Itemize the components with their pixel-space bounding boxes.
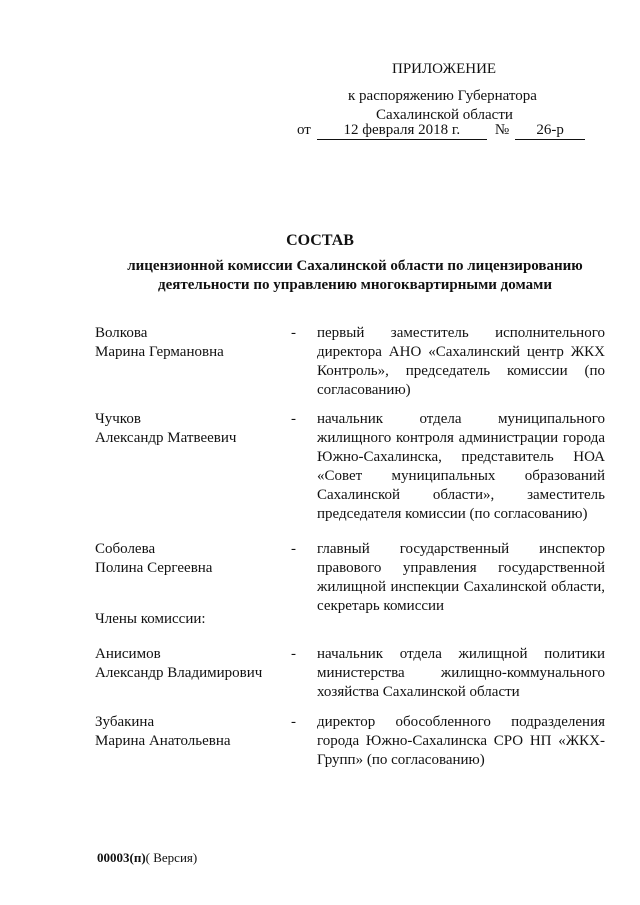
document-version: ( Версия)	[145, 850, 198, 865]
person-surname: Волкова	[95, 325, 148, 341]
person-role: начальник отдела муниципального жилищного контроля администрации города Южно-Сахалинска, представитель НОА «Совет муниципальных образований Сахалинской области», заместитель председателя комиссии (по согласованию)	[317, 411, 605, 522]
person-name	[95, 540, 285, 578]
separator-dash: -	[291, 541, 296, 557]
number-prefix: №	[494, 122, 510, 138]
person-name	[95, 713, 285, 751]
person-role: главный государственный инспектор правового управления государственной жилищной инспекции Сахалинской области, секретарь комиссии	[317, 541, 605, 614]
document-title: СОСТАВ	[286, 232, 354, 249]
person-surname: Чучков	[95, 411, 141, 427]
appendix-label: ПРИЛОЖЕНИЕ	[392, 61, 497, 77]
person-role: первый заместитель исполнительного директора АНО «Сахалинский центр ЖКХ Контроль», председатель комиссии (по согласованию)	[317, 325, 605, 398]
person-surname: Анисимов	[95, 646, 161, 662]
person-name	[95, 410, 285, 448]
order-number: 26-р	[515, 122, 585, 140]
order-date: 12 февраля 2018 г.	[317, 122, 487, 140]
region-line: Сахалинской области	[376, 107, 513, 123]
document-footer	[97, 850, 197, 866]
members-label: Члены комиссии:	[95, 611, 206, 627]
person-surname: Соболева	[95, 541, 156, 557]
document-code: 00003(п)	[97, 850, 146, 865]
person-name	[95, 324, 285, 362]
separator-dash: -	[291, 646, 296, 662]
person-surname: Зубакина	[95, 714, 155, 730]
separator-dash: -	[291, 411, 296, 427]
date-prefix: от	[297, 122, 311, 138]
person-name	[95, 645, 285, 683]
person-given-names: Полина Сергеевна	[95, 560, 213, 576]
person-given-names: Марина Германовна	[95, 344, 224, 360]
separator-dash: -	[291, 325, 296, 341]
person-role: директор обособленного подразделения города Южно-Сахалинска СРО НП «ЖКХ-Групп» (по согласованию)	[317, 714, 605, 768]
person-given-names: Александр Владимирович	[95, 665, 263, 681]
person-given-names: Марина Анатольевна	[95, 733, 231, 749]
separator-dash: -	[291, 714, 296, 730]
person-given-names: Александр Матвеевич	[95, 430, 237, 446]
order-reference: к распоряжению Губернатора	[348, 88, 537, 104]
date-number-line	[297, 122, 585, 140]
person-role: начальник отдела жилищной политики министерства жилищно-коммунального хозяйства Сахалинской области	[317, 646, 605, 700]
document-subtitle: лицензионной комиссии Сахалинской области по лицензированию деятельности по управлению многоквартирными домами	[127, 258, 583, 293]
